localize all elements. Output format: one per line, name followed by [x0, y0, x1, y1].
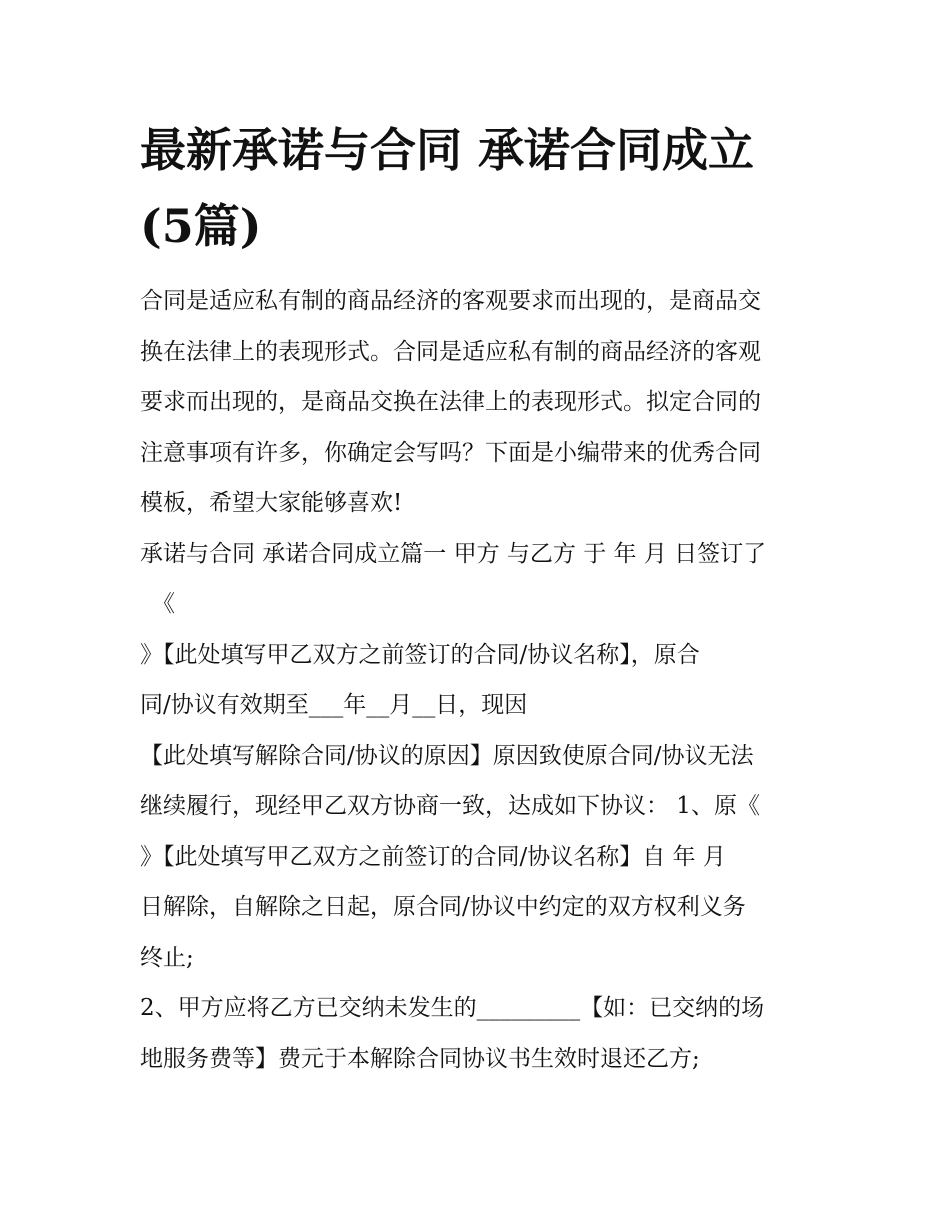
body-line: 要求而出现的，是商品交换在法律上的表现形式。拟定合同的: [140, 389, 761, 415]
body-line: 地服务费等】费元于本解除合同协议书生效时退还乙方;: [140, 1045, 700, 1072]
title-line-1: 最新承诺与合同 承诺合同成立: [140, 123, 755, 177]
body-line: 《: [152, 591, 175, 617]
body-line: 模板，希望大家能够喜欢!: [140, 490, 403, 516]
body-line: 终止;: [140, 944, 194, 971]
body-line: 日解除，自解除之日起，原合同/协议中约定的双方权利义务: [140, 894, 746, 920]
body-line: 2、甲方应将乙方已交纳未发生的_________【如：已交纳的场: [140, 995, 765, 1021]
body-line: 换在法律上的表现形式。合同是适应私有制的商品经济的客观: [140, 338, 761, 365]
body-line: 继续履行，现经甲乙双方协商一致，达成如下协议： 1、原《: [140, 793, 760, 819]
body-line: 》【此处填写甲乙双方之前签订的合同/协议名称】，原合: [140, 641, 700, 668]
body-line: 注意事项有许多，你确定会写吗？下面是小编带来的优秀合同: [140, 439, 761, 466]
document-body: [140, 276, 830, 1084]
body-line: 【此处填写解除合同/协议的原因】原因致使原合同/协议无法: [140, 742, 754, 769]
body-line: 》【此处填写甲乙双方之前签订的合同/协议名称】自 年 月: [140, 843, 726, 870]
body-line: 同/协议有效期至___年__月__日，现因: [140, 692, 528, 718]
body-line: 承诺与合同 承诺合同成立篇一 甲方 与乙方 于 年 月 日签订了: [140, 540, 767, 567]
document-title: [140, 112, 840, 264]
body-line: 合同是适应私有制的商品经济的客观要求而出现的，是商品交: [140, 288, 761, 314]
title-line-2: (5篇): [140, 199, 262, 253]
